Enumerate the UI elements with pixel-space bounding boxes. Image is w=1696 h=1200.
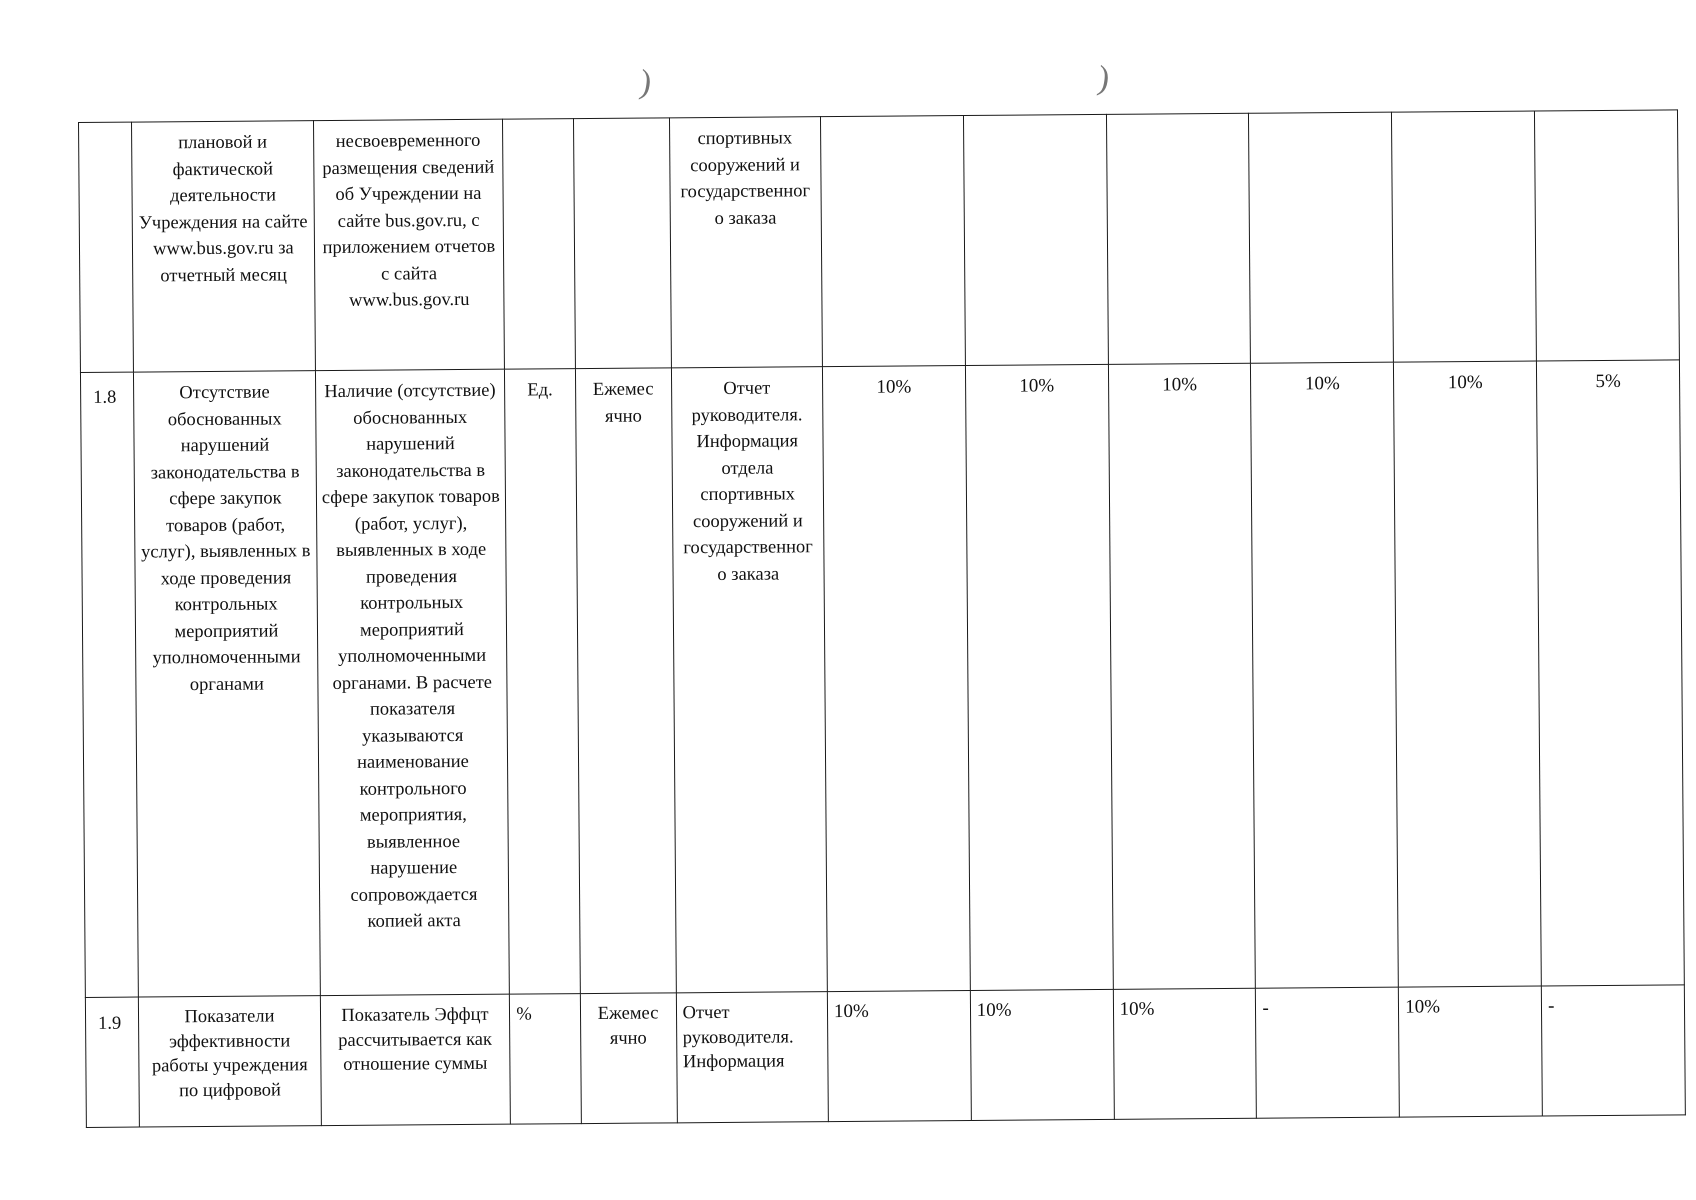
value-cell: 10%	[1113, 988, 1257, 1119]
value-cell	[820, 116, 965, 367]
value-cell: -	[1256, 987, 1400, 1118]
value-cell: 10%	[970, 989, 1114, 1120]
period-cell: Ежемес ячно	[575, 368, 676, 994]
row-number	[79, 122, 134, 372]
value-cell: 5%	[1537, 360, 1685, 986]
punch-hole-mark: )	[1095, 59, 1112, 98]
value-cell: 10%	[822, 366, 970, 992]
value-cell: 10%	[965, 364, 1113, 990]
unit-cell: Ед.	[505, 369, 580, 995]
value-cell: 10%	[1251, 362, 1399, 988]
punch-hole-mark: )	[637, 63, 654, 102]
source-cell: Отчет руководителя. Информация отдела спортивных сооружений и государственног о заказа	[671, 367, 827, 993]
table-row	[79, 110, 1680, 373]
indicator-description: несвоевременного размещения сведений об Учреждении на сайте bus.gov.ru, с приложением отчетов с сайта www.bus.gov.ru	[313, 119, 505, 370]
value-cell: 10%	[1108, 363, 1256, 989]
row-number: 1.9	[85, 997, 139, 1127]
indicator-table	[78, 109, 1686, 1128]
indicator-name: Показатели эффективности работы учреждения по цифровой	[139, 996, 321, 1127]
value-cell: 10%	[827, 991, 971, 1122]
value-cell	[1535, 110, 1680, 361]
indicator-table-wrapper	[78, 109, 1686, 1152]
value-cell: 10%	[1399, 986, 1543, 1117]
row-number: 1.8	[80, 372, 138, 997]
unit-cell: %	[510, 994, 581, 1125]
value-cell: -	[1541, 985, 1685, 1116]
indicator-description: Показатель Эффцт рассчитывается как отношение суммы	[320, 994, 511, 1125]
period-cell	[573, 118, 671, 369]
indicator-name: Отсутствие обоснованных нарушений законодательства в сфере закупок товаров (работ, услуг), выявленных в ходе проведения контрольных мероприятий уполномоченными органами	[134, 371, 320, 997]
value-cell	[1392, 111, 1537, 362]
source-cell: Отчет руководителя. Информация	[676, 992, 828, 1123]
source-cell: спортивных сооружений и государственног о заказа	[669, 117, 822, 368]
period-cell: Ежемес ячно	[580, 993, 677, 1124]
indicator-description: Наличие (отсутствие) обоснованных нарушений законодательства в сфере закупок товаров (работ, услуг), выявленных в ходе проведения контрольных мероприятий уполномоченными органами. В расчете показателя указываются наименование контрольного мероприятия, выявленное нарушение сопровождается копией акта	[315, 369, 510, 995]
value-cell: 10%	[1394, 361, 1542, 987]
value-cell	[1106, 113, 1251, 364]
unit-cell	[503, 119, 575, 370]
indicator-name: плановой и фактической деятельности Учреждения на сайте www.bus.gov.ru за отчетный месяц	[132, 121, 315, 372]
value-cell	[963, 114, 1108, 365]
value-cell	[1249, 112, 1394, 363]
table-row	[80, 360, 1684, 998]
table-row	[85, 985, 1685, 1128]
